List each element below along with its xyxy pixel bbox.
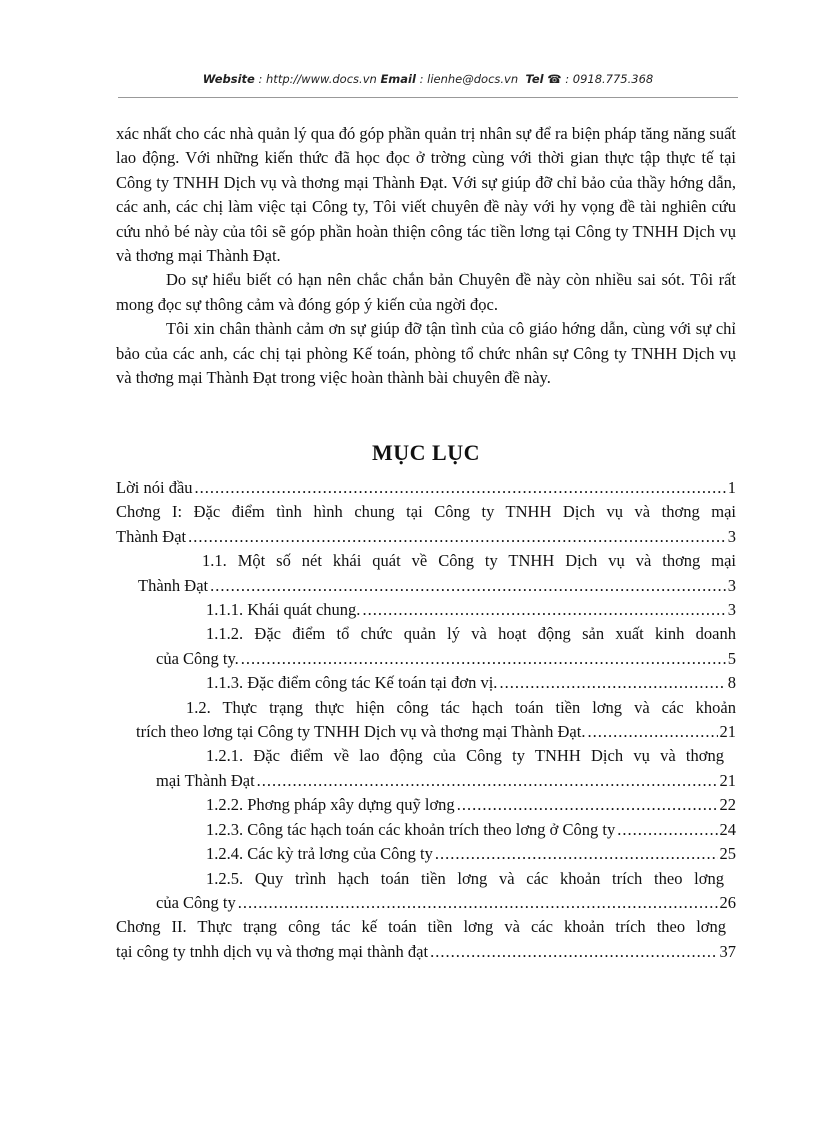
tel-label: Tel [525, 72, 544, 86]
toc-entry-text-cont: Thành Đạt [138, 575, 209, 595]
toc-entry-text-cont: Thành Đạt [116, 526, 187, 546]
toc-entry-text: Chơng II. Thực trạng công tác kế toán tiền lơng và các khoản trích theo lơng [116, 917, 726, 937]
toc-entry-text: 1.1.1. Khái quát chung. [206, 600, 361, 620]
toc-entry-chapter-2[interactable] [116, 915, 736, 964]
toc-page-number: 3 [727, 526, 736, 546]
toc-entry-text: 1.2.1. Đặc điểm về lao động của Công ty TNHH Dịch vụ và thơng [206, 746, 724, 766]
paragraph-1: xác nhất cho các nhà quản lý qua đó góp phần quản trị nhân sự để ra biện pháp tăng năng suất lao động. Với những kiến thức đã học đọc ở trờng cùng với thời gian thực tập thực tế tại Công ty TNHH Dịch vụ và thơng mại Thành Đạt. Với sự giúp đỡ chỉ bảo của thầy hớng dẫn, các anh, các chị làm việc tại Công ty, Tôi viết chuyên đề này với hy vọng đề tài nghiên cứu cứu nhỏ bé này của tôi sẽ góp phần hoàn thiện công tác tiền lơng tại Công ty TNHH Dịch vụ và thơng mại Thành Đạt. [116, 124, 736, 266]
website-separator: : [254, 72, 267, 86]
email-label: Email [380, 72, 416, 86]
toc-entry-text: 1.2. Thực trạng thực hiện công tác hạch toán tiền lơng và các khoản [186, 697, 736, 717]
toc-title: MỤC LỤC [372, 440, 480, 465]
toc-entry-1-2[interactable] [116, 696, 736, 745]
table-of-contents [116, 476, 736, 964]
toc-entry-1-1-3[interactable] [116, 671, 736, 695]
toc-leader [457, 793, 718, 817]
toc-entry-1-2-1[interactable] [116, 744, 736, 793]
toc-entry-text: Lời nói đầu [116, 478, 193, 497]
toc-entry-1-2-2[interactable] [116, 793, 736, 817]
toc-entry-text-cont: tại công ty tnhh dịch vụ và thơng mại thành đạt [116, 941, 429, 961]
paragraph-2: Do sự hiểu biết có hạn nên chắc chắn bản Chuyên đề này còn nhiều sai sót. Tôi rất mong đọc sự thông cảm và đóng góp ý kiến của ngời đọc. [116, 270, 736, 314]
toc-entry-text: 1.2.3. Công tác hạch toán các khoản trích theo lơng ở Công ty [206, 819, 616, 839]
toc-entry-1-1-1[interactable] [116, 598, 736, 622]
toc-leader [188, 525, 726, 549]
toc-page-number: 1 [727, 478, 736, 497]
website-url[interactable]: http://www.docs.vn [266, 72, 377, 86]
toc-leader [587, 720, 717, 744]
toc-page-number: 24 [719, 819, 736, 839]
toc-entry-text: 1.2.5. Quy trình hạch toán tiền lơng và các khoản trích theo lơng [206, 868, 724, 888]
toc-entry-1-1[interactable] [116, 549, 736, 598]
email-separator: : [415, 72, 428, 86]
toc-entry-chapter-1[interactable] [116, 500, 736, 549]
header-divider [118, 97, 738, 98]
toc-entry-1-2-3[interactable] [116, 818, 736, 842]
toc-leader [241, 647, 726, 671]
tel-number: 0918.775.368 [572, 72, 654, 86]
toc-page-number: 37 [719, 941, 736, 961]
toc-entry-text-cont: của Công ty [156, 892, 236, 912]
toc-entry-text-cont: trích theo lơng tại Công ty TNHH Dịch vụ và thơng mại Thành Đạt. [136, 722, 586, 742]
toc-page-number: 21 [719, 770, 736, 790]
toc-leader [210, 574, 726, 598]
toc-leader [362, 598, 725, 622]
toc-leader [430, 940, 717, 964]
toc-entry-preface[interactable] [116, 476, 736, 500]
toc-page-number: 21 [719, 722, 736, 742]
toc-entry-text: Chơng I: Đặc điểm tình hình chung tại Công ty TNHH Dịch vụ và thơng mại [116, 502, 736, 522]
toc-page-number: 22 [719, 795, 736, 815]
toc-leader [435, 842, 718, 866]
toc-entry-1-2-4[interactable] [116, 842, 736, 866]
toc-entry-text: 1.2.2. Phơng pháp xây dựng quỹ lơng [206, 795, 455, 815]
toc-page-number: 3 [727, 575, 736, 595]
toc-entry-1-1-2[interactable] [116, 622, 736, 671]
toc-entry-text: 1.2.4. Các kỳ trả lơng của Công ty [206, 844, 433, 864]
toc-leader [195, 476, 726, 500]
toc-leader [499, 671, 725, 695]
toc-page-number: 8 [727, 673, 736, 693]
toc-page-number: 3 [727, 600, 736, 620]
toc-page-number: 5 [727, 648, 736, 668]
toc-page-number: 26 [719, 892, 736, 912]
toc-entry-text: 1.1.2. Đặc điểm tổ chức quản lý và hoạt động sản xuất kinh doanh [206, 624, 736, 644]
paragraph-3: Tôi xin chân thành cảm ơn sự giúp đỡ tận tình của cô giáo hớng dẫn, cùng với sự chỉ bảo của các anh, các chị tại phòng Kế toán, phòng tổ chức nhân sự Công ty TNHH Dịch vụ và thơng mại Thành Đạt trong việc hoàn thành bài chuyên đề này. [116, 319, 736, 388]
toc-page-number: 25 [719, 844, 736, 864]
toc-entry-1-2-5[interactable] [116, 867, 736, 916]
tel-separator: : [561, 72, 573, 86]
toc-leader [617, 818, 717, 842]
toc-entry-text-cont: của Công ty. [156, 648, 239, 668]
toc-entry-text: 1.1. Một số nét khái quát về Công ty TNHH Dịch vụ và thơng mại [202, 551, 736, 571]
toc-entry-text: 1.1.3. Đặc điểm công tác Kế toán tại đơn vị. [206, 673, 498, 693]
website-label: Website [202, 72, 255, 86]
toc-entry-text-cont: mại Thành Đạt [156, 770, 255, 790]
toc-leader [238, 891, 718, 915]
page-header [118, 72, 738, 86]
body-text [116, 122, 736, 390]
toc-leader [257, 769, 718, 793]
email-address[interactable]: lienhe@docs.vn [427, 72, 519, 86]
phone-icon: ☎ [547, 72, 562, 86]
